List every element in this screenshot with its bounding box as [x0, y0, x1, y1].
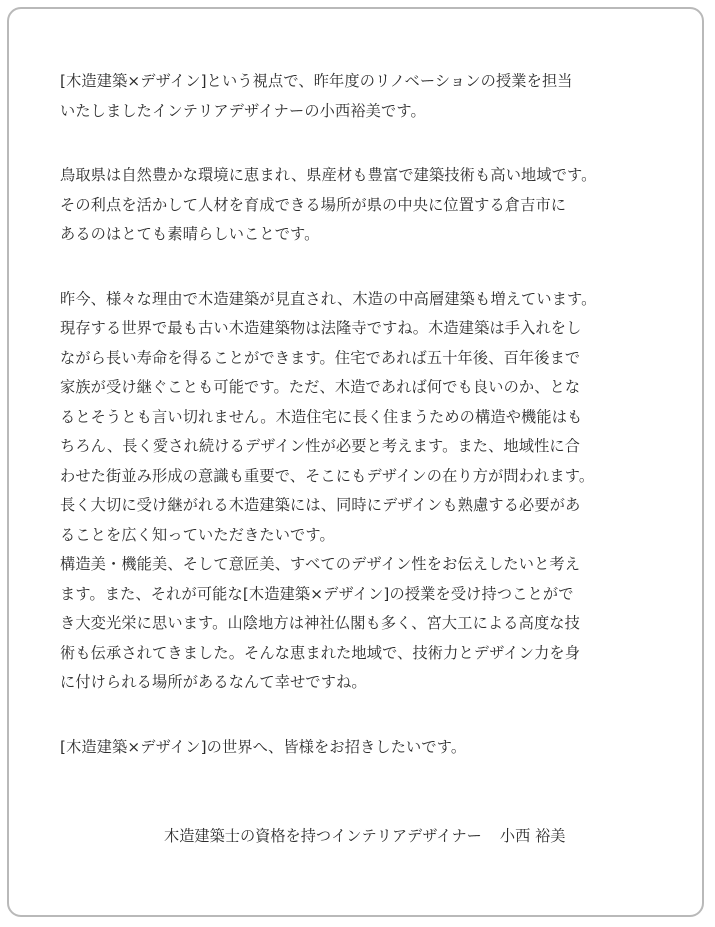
text-line: 昨今、様々な理由で木造建築が見直され、木造の中高層建築も増えています。 [60, 289, 597, 308]
text-line: 鳥取県は自然豊かな環境に恵まれ、県産材も豊富で建築技術も高い地域です。 [60, 166, 597, 184]
text-line: に付けられる場所があるなんて幸せですね。 [60, 673, 367, 691]
text-line: 長く大切に受け継がれる木造建築には、同時にデザインも熟慮する必要があ [60, 496, 581, 514]
text-line: ることを広く知っていただきたいです。 [60, 525, 335, 544]
paragraph-intro [60, 67, 670, 126]
text-line: るとそうとも言い切れません。木造住宅に長く住まうための構造や機能はも [60, 407, 583, 426]
text-line: 現存する世界で最も古い木造建築物は法隆寺ですね。木造建築は手入れをし [60, 319, 582, 337]
text-line: わせた街並み形成の意識も重要で、そこにもデザインの在り方が問われます。 [60, 466, 595, 485]
text-line: いたしましたインテリアデザイナーの小西裕美です。 [60, 101, 426, 120]
text-line: き大変光栄に思います。山陰地方は神社仏閣も多く、宮大工による高度な技 [60, 614, 580, 632]
signature-name: 小西 裕美 [499, 827, 566, 845]
text-line: 術も伝承されてきました。そんな恵まれた地域で、技術力とデザイン力を身 [60, 643, 581, 662]
text-line: ます。また、それが可能な[木造建築×デザイン]の授業を受け持つことがで [60, 584, 574, 603]
signature [164, 822, 565, 852]
text-line: 構造美・機能美、そして意匠美、すべてのデザイン性をお伝えしたいと考え [60, 555, 581, 573]
paragraph-invitation [60, 733, 670, 763]
text-line: ながら長い寿命を得ることができます。住宅であれば五十年後、百年後まで [60, 348, 581, 367]
paragraph-wooden-architecture [60, 285, 670, 698]
text-line: [木造建築×デザイン]の世界へ、皆様をお招きしたいです。 [60, 737, 467, 756]
text-line: ちろん、長く愛され続けるデザイン性が必要と考えます。また、地域性に合 [60, 437, 581, 455]
text-line: 家族が受け継ぐことも可能です。ただ、木造であれば何でも良いのか、とな [60, 378, 581, 396]
text-line: あるのはとても素晴らしいことです。 [60, 225, 320, 243]
paragraph-tottori [60, 161, 670, 250]
text-line: その利点を活かして人材を育成できる場所が県の中央に位置する倉吉市に [60, 195, 567, 214]
text-line: [木造建築×デザイン]という視点で、昨年度のリノベーションの授業を担当 [60, 72, 573, 90]
letter-body [60, 67, 670, 762]
signature-title: 木造建築士の資格を持つインテリアデザイナー [164, 827, 482, 845]
